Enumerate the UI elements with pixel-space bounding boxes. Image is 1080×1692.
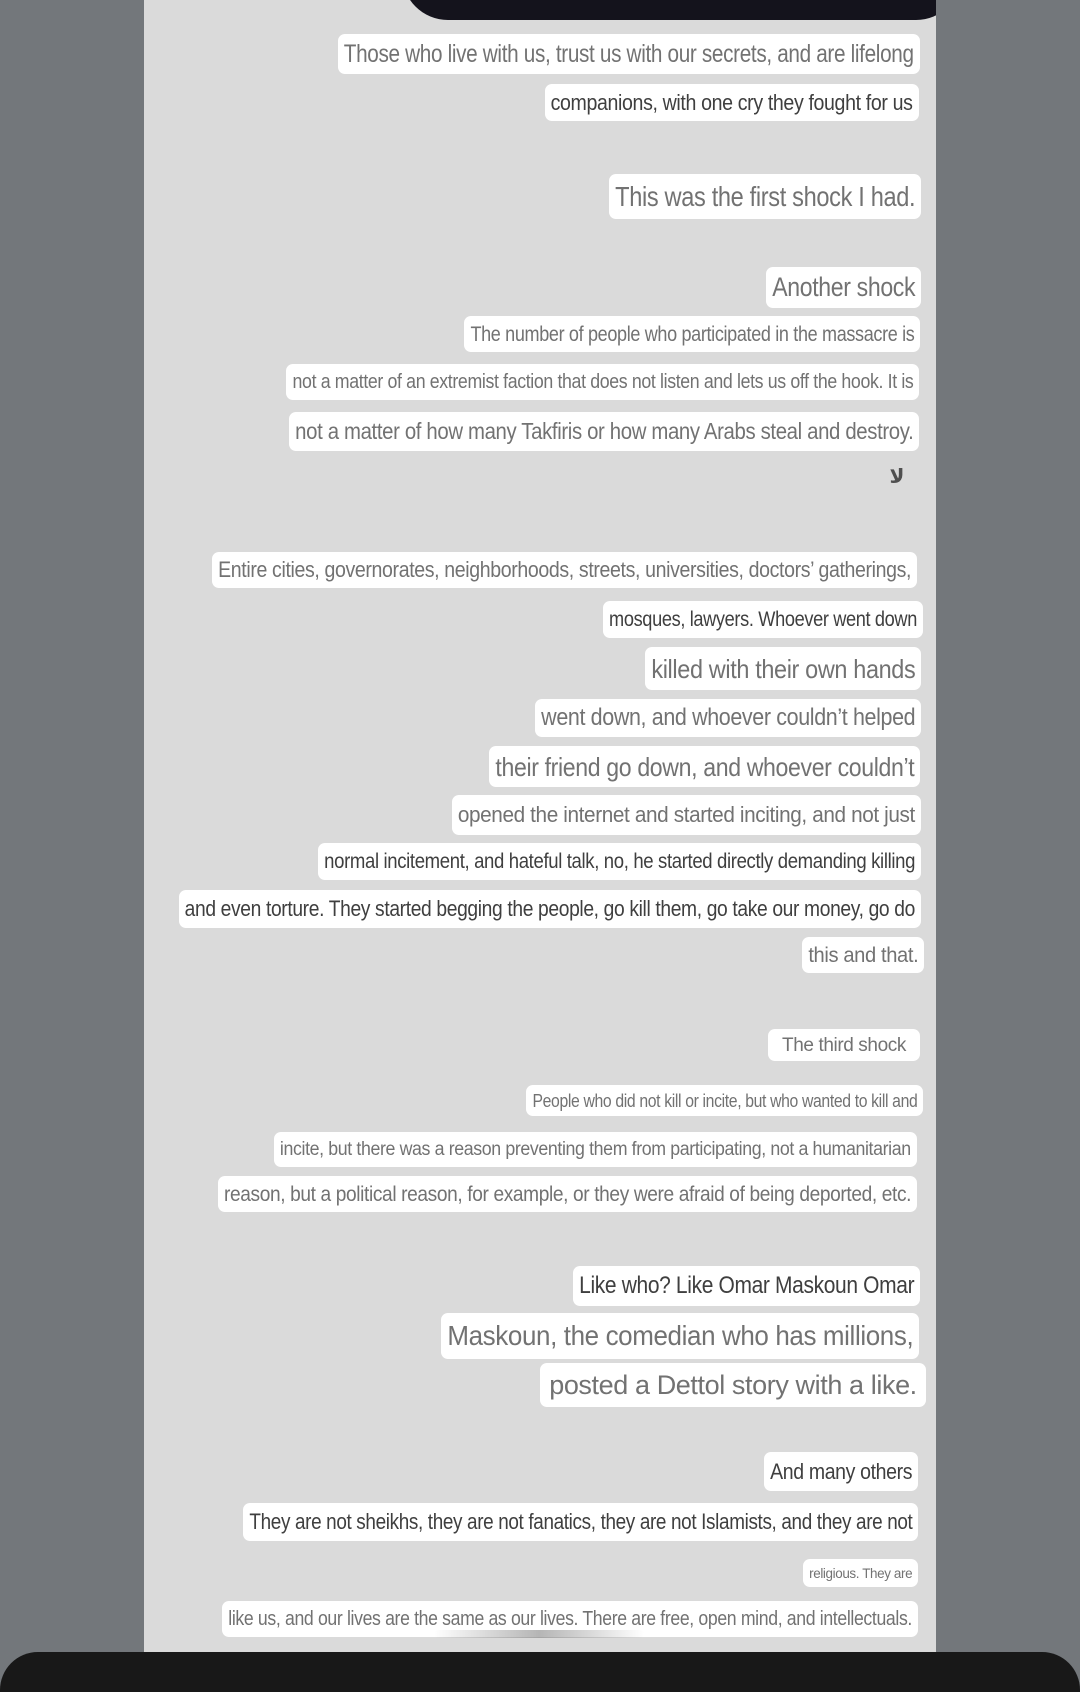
subtitle-line-7: not a matter of how many Takfiris or how many Arabs steal and destroy. — [289, 412, 919, 451]
subtitle-line-12: their friend go down, and whoever couldn’t — [489, 746, 920, 787]
subtitle-line-13: opened the internet and started inciting, and not just — [452, 795, 921, 835]
subtitle-line-11: went down, and whoever couldn’t helped — [535, 699, 921, 737]
subtitle-line-23: posted a Dettol story with a like. — [540, 1363, 926, 1407]
smudge-mark — [434, 1630, 644, 1638]
subtitle-line-17: The third shock — [768, 1029, 920, 1061]
subtitle-line-14: normal incitement, and hateful talk, no, he started directly demanding killing — [318, 843, 921, 880]
video-frame — [144, 0, 936, 1652]
subtitle-line-26: religious. They are — [803, 1559, 918, 1587]
subtitle-line-20: reason, but a political reason, for example, or they were afraid of being deported, etc. — [218, 1176, 917, 1212]
bottom-bar — [0, 1652, 1080, 1692]
subtitle-line-2: companions, with one cry they fought for us — [545, 84, 919, 121]
subtitle-line-18: People who did not kill or incite, but who wanted to kill and — [526, 1085, 923, 1116]
subtitle-line-4: Another shock — [766, 267, 921, 308]
subtitle-line-1: Those who live with us, trust us with our secrets, and are lifelong — [338, 34, 920, 74]
subtitle-line-25: They are not sheikhs, they are not fanatics, they are not Islamists, and they are not — [243, 1503, 918, 1541]
subtitle-line-19: incite, but there was a reason preventing them from participating, not a humanitarian — [274, 1132, 917, 1167]
subtitle-line-5: The number of people who participated in the massacre is — [464, 316, 920, 352]
arabic-mark: لا — [889, 464, 905, 488]
subtitle-line-3: This was the first shock I had. — [609, 174, 921, 219]
subtitle-line-9: mosques, lawyers. Whoever went down — [603, 601, 923, 638]
subtitle-line-21: Like who? Like Omar Maskoun Omar — [573, 1266, 920, 1306]
subtitle-line-22: Maskoun, the comedian who has millions, — [441, 1313, 919, 1359]
subtitle-line-6: not a matter of an extremist faction that does not listen and lets us off the hook. It is — [286, 364, 919, 400]
subtitle-line-24: And many others — [764, 1452, 918, 1491]
subtitle-line-10: killed with their own hands — [645, 647, 921, 690]
subtitle-line-16: this and that. — [802, 937, 924, 973]
top-notch — [402, 0, 936, 20]
subtitle-line-8: Entire cities, governorates, neighborhoods, streets, universities, doctors’ gatherings, — [212, 552, 917, 588]
subtitle-line-15: and even torture. They started begging the people, go kill them, go take our money, go do — [179, 890, 921, 928]
subtitle-line-27: like us, and our lives are the same as our lives. There are free, open mind, and intellectuals. — [222, 1601, 918, 1637]
